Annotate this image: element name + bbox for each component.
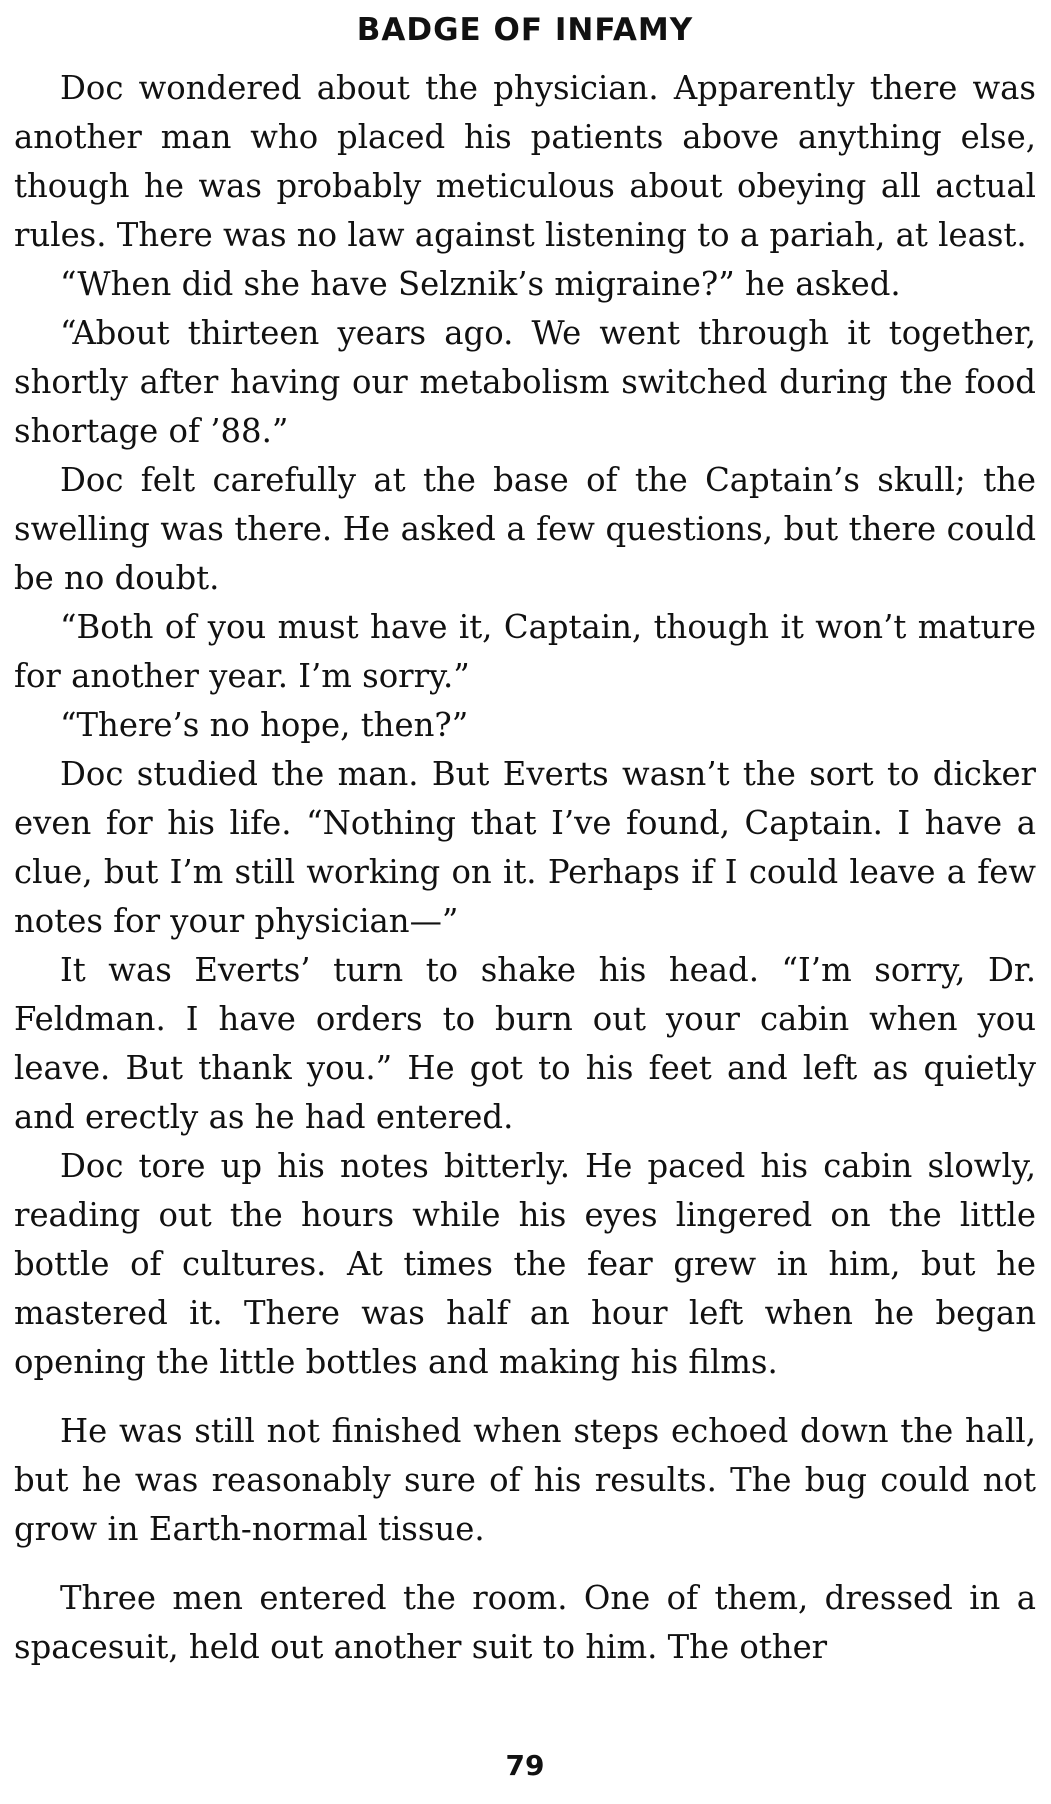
paragraph: Doc felt carefully at the base of the Captain’s skull; the swelling was there. He asked a few questions, but there could be no doubt. [14,461,1036,597]
paragraph: “About thirteen years ago. We went through it together, shortly after having our metabolism switched during the food shortage of ’88.” [14,314,1036,450]
paragraph: It was Everts’ turn to shake his head. “I’m sorry, Dr. Feldman. I have orders to burn out your cabin when you leave. But thank you.” He got to his feet and left as quietly and erectly as he had entered. [14,951,1036,1136]
paragraph: Doc studied the man. But Everts wasn’t the sort to dicker even for his life. “Nothing that I’ve found, Captain. I have a clue, but I’m still working on it. Perhaps if I could leave a few notes for your physician—” [14,755,1036,940]
paragraph: “There’s no hope, then?” [60,706,469,744]
page-number: 79 [505,1749,545,1782]
paragraph: Three men entered the room. One of them, dressed in a spacesuit, held out another suit to him. The other [14,1579,1036,1666]
paragraph: “When did she have Selznik’s migraine?” he asked. [60,265,901,303]
book-page [14,0,1036,1804]
paragraph: Doc wondered about the physician. Apparently there was another man who placed his patients above anything else, though he was probably meticulous about obeying all actual rules. There was no law against listening to a pariah, at least. [14,69,1036,254]
paragraph: Doc tore up his notes bitterly. He paced his cabin slowly, reading out the hours while his eyes lingered on the little bottle of cultures. At times the fear grew in him, but he mastered it. There was half an hour left when he began opening the little bottles and making his films. [14,1147,1036,1381]
running-head: BADGE OF INFAMY [356,12,694,48]
paragraph: “Both of you must have it, Captain, though it won’t mature for another year. I’m sorry.” [14,608,1036,695]
paragraph: He was still not finished when steps echoed down the hall, but he was reasonably sure of his results. The bug could not grow in Earth-normal tissue. [14,1412,1036,1548]
body-text [14,64,1036,1672]
